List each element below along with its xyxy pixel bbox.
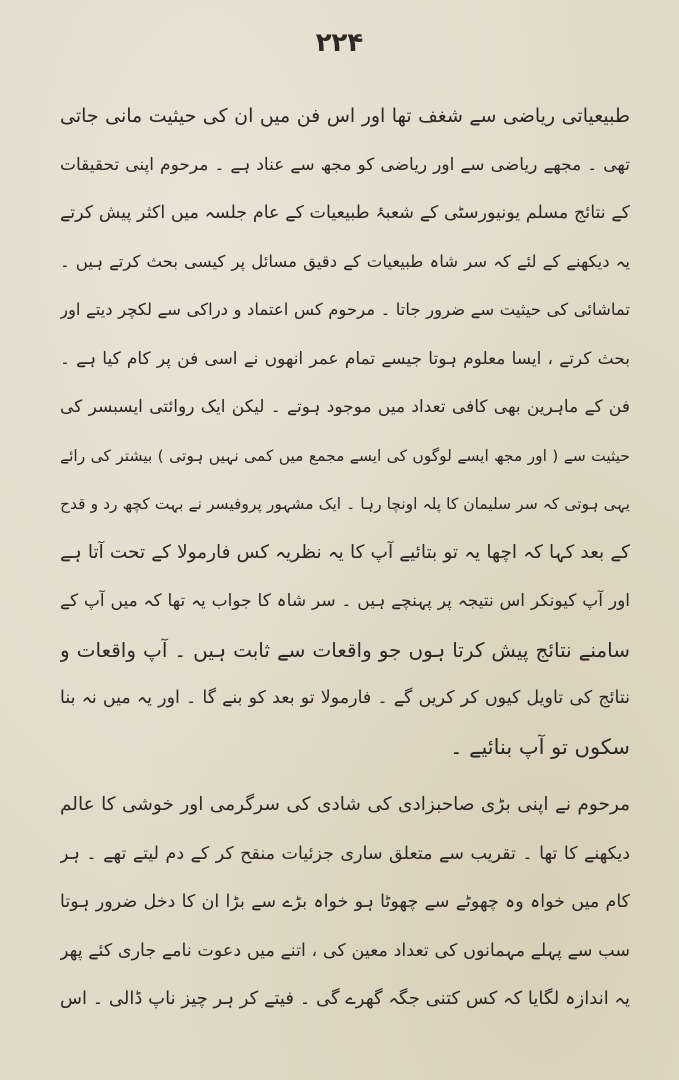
paragraph-gap (60, 771, 630, 781)
body-text (60, 92, 630, 1024)
text-line: اور آپ کیونکر اس نتیجہ پر پہنچے ہیں ۔ سر شاہ کا جواب یہ تھا کہ میں آپ کے (60, 591, 630, 611)
text-line: حیثیت سے ( اور مجھ ایسے لوگوں کی ایسے مجمع میں کمی نہیں ہوتی ) بیشتر کی رائے (60, 446, 630, 465)
text-line: کام میں خواہ وہ چھوٹے سے چھوٹا ہو خواہ بڑے سے بڑا ان کا دخل ضرور ہوتا (60, 892, 630, 912)
text-line: فن کے ماہرین بھی کافی تعداد میں موجود ہوتے ۔ لیکن ایک روائتی ایسبسر کی (60, 397, 630, 417)
text-line: مرحوم نے اپنی بڑی صاحبزادی کی شادی کی سرگرمی اور خوشی کا عالم (60, 794, 630, 815)
paragraph-2 (60, 781, 630, 1024)
text-line: بحث کرتے ، ایسا معلوم ہوتا جیسے تمام عمر انھوں نے اسی فن پر کام کیا ہے ۔ (60, 348, 630, 369)
text-line: یہی ہوتی کہ سر سلیمان کا پلہ اونچا رہا ۔ ایک مشہور پروفیسر نے بہت کچھ رد و قدح (60, 495, 630, 513)
text-line: سکوں تو آپ بنائیے ۔ (450, 734, 630, 759)
paragraph-1 (60, 92, 630, 771)
text-line: تھی ۔ مجھے ریاضی سے اور ریاضی کو مجھ سے عناد ہے ۔ مرحوم اپنی تحقیقات (60, 154, 630, 175)
text-line: یہ دیکھنے کے لئے کہ سر شاہ طبیعیات کے دقیق مسائل پر کیسی بحث کرتے ہیں ۔ (60, 251, 630, 271)
text-line: تماشائی کی حیثیت سے ضرور جاتا ۔ مرحوم کس اعتماد و دراکی سے لکچر دیتے اور (60, 300, 630, 319)
text-line: کے نتائج مسلم یونیورسٹی کے شعبۂ طبیعیات کے عام جلسہ میں اکثر پیش کرتے (60, 203, 630, 223)
text-line: یہ اندازہ لگایا کہ کس کتنی جگہ گھرے گی ۔ فیتے کر ہر چیز ناپ ڈالی ۔ اس (60, 988, 630, 1009)
text-line: سامنے نتائج پیش کرتا ہوں جو واقعات سے ثابت ہیں ۔ آپ واقعات و (60, 637, 630, 662)
text-line: طبیعیاتی ریاضی سے شغف تھا اور اس فن میں ان کی حیثیت مانی جاتی (60, 105, 630, 127)
text-line: دیکھنے کا تھا ۔ تقریب سے متعلق ساری جزئیات منقح کر کے دم لیتے تھے ۔ ہر (60, 843, 630, 864)
text-line: نتائج کی تاویل کیوں کر کریں گے ۔ فارمولا تو بعد کو بنے گا ۔ اور یہ میں نہ بنا (60, 688, 630, 708)
text-line: سب سے پہلے مہمانوں کی تعداد معین کی ، اتنے میں دعوت نامے جاری کئے پھر (60, 940, 630, 961)
page-number: ۲۲۴ (315, 28, 364, 58)
text-line: کے بعد کہا کہ اچھا یہ تو بتائیے آپ کا یہ نظریہ کس فارمولا کے تحت آتا ہے (60, 541, 630, 563)
